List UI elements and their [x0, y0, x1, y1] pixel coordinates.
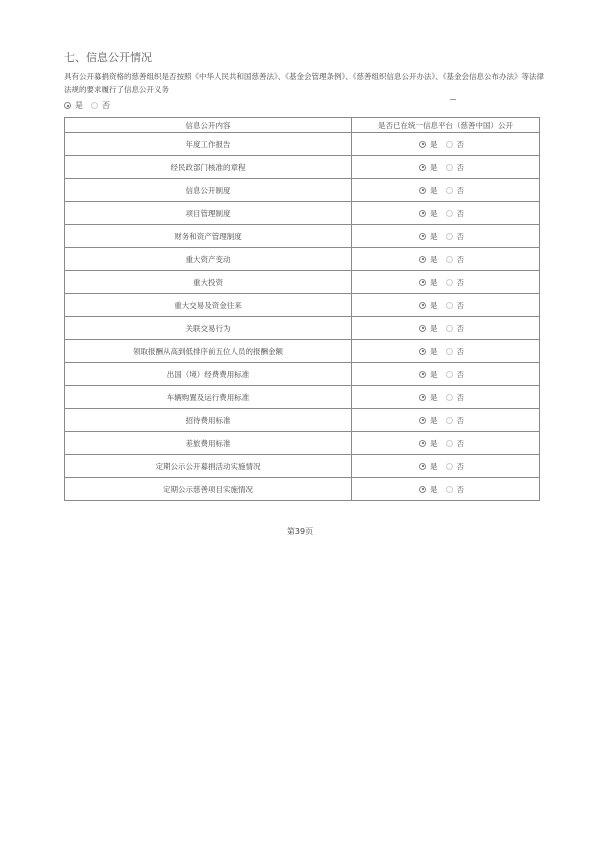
table-row [65, 478, 540, 501]
no-label: 否 [456, 323, 464, 333]
row-choice-cell [352, 455, 540, 478]
radio-no-icon[interactable] [446, 417, 453, 424]
table-row [65, 294, 540, 317]
yes-label: 是 [430, 254, 438, 264]
no-label: 否 [456, 208, 464, 218]
table-row [65, 156, 540, 179]
radio-no-icon[interactable] [446, 371, 453, 378]
radio-yes-selected-icon[interactable] [419, 348, 426, 355]
header-platform-status: 是否已在统一信息平台（慈善中国）公开 [352, 118, 540, 133]
radio-no-icon[interactable] [446, 302, 453, 309]
no-label: 否 [456, 254, 464, 264]
row-item-label: 重大投资 [65, 271, 352, 294]
yes-label: 是 [430, 438, 438, 448]
no-label: 否 [456, 139, 464, 149]
yes-label: 是 [430, 323, 438, 333]
radio-no-icon[interactable] [446, 486, 453, 493]
table-row [65, 133, 540, 156]
section-title: 七、信息公开情况 [64, 51, 152, 64]
row-choice-cell [352, 386, 540, 409]
page-number: 第39页 [286, 527, 314, 536]
yes-label: 是 [430, 346, 438, 356]
row-item-label: 经民政部门核准的章程 [65, 156, 352, 179]
radio-no-icon[interactable] [446, 187, 453, 194]
row-item-label: 出国（境）经费费用标准 [65, 363, 352, 386]
row-item-label: 招待费用标准 [65, 409, 352, 432]
radio-yes-selected-icon[interactable] [419, 187, 426, 194]
table-header-row [65, 118, 540, 133]
row-choice-cell [352, 248, 540, 271]
yes-label: 是 [430, 185, 438, 195]
row-choice-cell [352, 340, 540, 363]
radio-yes-selected-icon[interactable] [419, 440, 426, 447]
row-choice-cell [352, 317, 540, 340]
table-row [65, 202, 540, 225]
radio-no-icon[interactable] [91, 102, 98, 109]
no-label: 否 [456, 484, 464, 494]
radio-no-icon[interactable] [446, 164, 453, 171]
row-choice-cell [352, 478, 540, 501]
row-choice-cell [352, 202, 540, 225]
no-label: 否 [456, 231, 464, 241]
table-row [65, 455, 540, 478]
no-label: 否 [456, 392, 464, 402]
radio-no-icon[interactable] [446, 279, 453, 286]
intro-paragraph: 具有公开募捐资格的慈善组织是否按照《中华人民共和国慈善法》、《基金会管理条例》、《慈善组织信息公开办法》、《基金会信息公布办法》等法律法规的要求履行了信息公开义务 [64, 72, 544, 94]
no-label: 否 [456, 346, 464, 356]
radio-yes-selected-icon[interactable] [419, 486, 426, 493]
radio-yes-selected-icon[interactable] [419, 463, 426, 470]
radio-no-icon[interactable] [446, 256, 453, 263]
radio-yes-selected-icon[interactable] [419, 164, 426, 171]
yes-label: 是 [430, 484, 438, 494]
yes-label: 是 [430, 369, 438, 379]
yes-label: 是 [430, 208, 438, 218]
radio-yes-selected-icon[interactable] [419, 279, 426, 286]
radio-no-icon[interactable] [446, 325, 453, 332]
radio-no-icon[interactable] [446, 348, 453, 355]
yes-label: 是 [430, 392, 438, 402]
row-choice-cell [352, 225, 540, 248]
radio-yes-selected-icon[interactable] [419, 302, 426, 309]
row-item-label: 关联交易行为 [65, 317, 352, 340]
row-item-label: 信息公开制度 [65, 179, 352, 202]
row-item-label: 定期公示公开募捐活动实施情况 [65, 455, 352, 478]
row-item-label: 领取报酬从高到低排序前五位人员的报酬金额 [65, 340, 352, 363]
radio-yes-selected-icon[interactable] [419, 325, 426, 332]
no-label: 否 [456, 162, 464, 172]
radio-no-icon[interactable] [446, 233, 453, 240]
radio-no-icon[interactable] [446, 141, 453, 148]
radio-no-icon[interactable] [446, 394, 453, 401]
yes-label: 是 [430, 415, 438, 425]
row-item-label: 重大资产变动 [65, 248, 352, 271]
table-row [65, 225, 540, 248]
table-row [65, 179, 540, 202]
table-row [65, 317, 540, 340]
radio-no-icon[interactable] [446, 463, 453, 470]
radio-no-icon[interactable] [446, 210, 453, 217]
radio-yes-selected-icon[interactable] [419, 256, 426, 263]
radio-yes-selected-icon[interactable] [419, 371, 426, 378]
yes-label: 是 [430, 461, 438, 471]
no-label: 否 [456, 438, 464, 448]
row-choice-cell [352, 271, 540, 294]
no-label: 否 [456, 277, 464, 287]
scan-mark [450, 99, 456, 100]
table-row [65, 340, 540, 363]
yes-label: 是 [430, 300, 438, 310]
row-item-label: 定期公示慈善项目实施情况 [65, 478, 352, 501]
no-label: 否 [102, 101, 110, 110]
row-choice-cell [352, 363, 540, 386]
radio-yes-selected-icon[interactable] [419, 210, 426, 217]
row-item-label: 财务和资产管理制度 [65, 225, 352, 248]
no-label: 否 [456, 461, 464, 471]
main-disclosure-choice [64, 100, 118, 111]
radio-yes-selected-icon[interactable] [64, 102, 71, 109]
row-item-label: 年度工作报告 [65, 133, 352, 156]
no-label: 否 [456, 415, 464, 425]
radio-yes-selected-icon[interactable] [419, 233, 426, 240]
radio-yes-selected-icon[interactable] [419, 394, 426, 401]
row-choice-cell [352, 409, 540, 432]
yes-label: 是 [430, 139, 438, 149]
row-item-label: 车辆购置及运行费用标准 [65, 386, 352, 409]
radio-yes-selected-icon[interactable] [419, 141, 426, 148]
table-row [65, 432, 540, 455]
table-row [65, 386, 540, 409]
table-row [65, 409, 540, 432]
no-label: 否 [456, 185, 464, 195]
row-item-label: 重大交易及资金往来 [65, 294, 352, 317]
row-choice-cell [352, 179, 540, 202]
radio-no-icon[interactable] [446, 440, 453, 447]
row-choice-cell [352, 156, 540, 179]
no-label: 否 [456, 369, 464, 379]
table-row [65, 248, 540, 271]
row-choice-cell [352, 133, 540, 156]
row-choice-cell [352, 432, 540, 455]
yes-label: 是 [430, 231, 438, 241]
yes-label: 是 [430, 277, 438, 287]
disclosure-table [64, 117, 540, 501]
table-row [65, 363, 540, 386]
yes-label: 是 [75, 101, 83, 110]
row-choice-cell [352, 294, 540, 317]
row-item-label: 差旅费用标准 [65, 432, 352, 455]
table-row [65, 271, 540, 294]
no-label: 否 [456, 300, 464, 310]
row-item-label: 项目管理制度 [65, 202, 352, 225]
header-content: 信息公开内容 [65, 118, 352, 133]
radio-yes-selected-icon[interactable] [419, 417, 426, 424]
yes-label: 是 [430, 162, 438, 172]
